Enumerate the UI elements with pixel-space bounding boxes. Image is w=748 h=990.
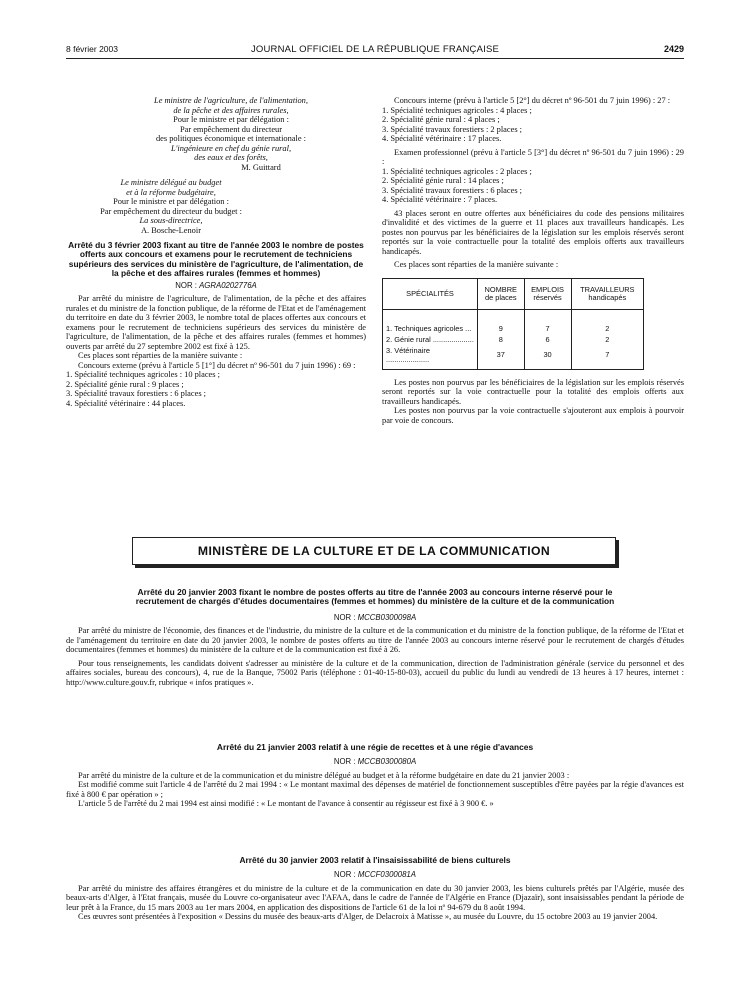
nor-value: MCCB0300080A — [357, 757, 417, 767]
body-paragraph: Ces places sont réparties de la manière suivante : — [394, 260, 559, 269]
list-item: 2. Spécialité génie rural : 14 places ; — [382, 176, 504, 185]
table-cell: 7 — [524, 309, 571, 335]
signature-line: Le ministre délégué au budget — [120, 178, 222, 187]
table-cell: 6 — [524, 335, 571, 346]
signatory-name — [96, 163, 366, 173]
body-paragraph: Concours externe (prévu à l'article 5 [1°] du décret nº 96-501 du 7 juin 1996) : 69 : — [78, 360, 356, 370]
table-row — [383, 335, 644, 346]
header-sublabel: handicapés — [588, 292, 627, 302]
signature-line: des eaux et des forêts, — [194, 153, 268, 162]
table-cell: 8 — [478, 335, 525, 346]
signatory-name: A. Bosche-Lenoir — [140, 225, 201, 235]
signature-line: de la pêche et des affaires rurales, — [173, 105, 289, 115]
table-cell: 2 — [571, 335, 643, 346]
speciality-list — [66, 370, 366, 408]
header-rule — [66, 58, 684, 59]
nor-value: MCCF0300081A — [357, 870, 416, 880]
body-paragraph: Par arrêté du ministre des affaires étrangères et du ministre de la culture et de la communication en date du 30 janvier 2003, les biens culturels prêtés par l'Algérie, musée des beaux-arts d'Alger, à l'Etat français, musée du Louvre co-organisateur avec l'AFAA, dans le cadre de l'année de l'Algérie en France (Djazaïr), sont insaisissables pendant la période de leur prêt à la France, du 15 mars 2003 au 1er mars 2004, en application des dispositions de l'article 61 de la loi nº 94-679 du 8 août 1994. — [66, 883, 684, 912]
table-cell: 30 — [524, 346, 571, 370]
list-item: 4. Spécialité vétérinaire : 7 places. — [382, 195, 498, 204]
body-paragraph: Concours interne (prévu à l'article 5 [2°] du décret nº 96-501 du 7 juin 1996) : 27 : — [394, 96, 671, 105]
list-item: 4. Spécialité vétérinaire : 44 places. — [66, 398, 186, 408]
nor-reference — [66, 613, 684, 623]
signature-block-budget — [66, 178, 276, 235]
arrete-title: Arrêté du 3 février 2003 fixant au titre de l'année 2003 le nombre de postes offerts aux concours et examens pour le recrutement de techniciens supérieurs des services du ministère de l'agriculture, de l'alimentation, de la pêche et des affaires rurales (femmes et hommes) — [68, 240, 364, 279]
body-paragraph: Par arrêté du ministre de l'agriculture, de l'alimentation, de la pêche et des affaires rurales et du ministre de la fonction publique, de la réforme de l'Etat et de l'aménagement du territoire en date du 3 février 2003, le nombre total de places offertes aux concours et examens pour le recrutement de techniciens supérieurs des services du ministère de l'agriculture, de l'alimentation, de la pêche et des affaires rurales (femmes et hommes) ouverts par arrêté du 27 septembre 2002 est fixé à 125. — [66, 294, 366, 351]
signatory-name-text: M. Guittard — [241, 162, 281, 172]
body-paragraph: Examen professionnel (prévu à l'article 5 [3°] du décret nº 96-501 du 7 juin 1996) : 29 : — [382, 147, 684, 166]
body-paragraph: Les postes non pourvus par la voie contractuelle s'ajouteront aux emplois à pourvoir par voie de concours. — [382, 406, 684, 425]
signature-line: Pour le ministre et par délégation : — [173, 115, 289, 124]
header-label: EMPLOIS — [531, 284, 564, 294]
nor-value: MCCB0300098A — [357, 612, 417, 622]
list-item: 4. Spécialité vétérinaire : 17 places. — [382, 134, 502, 143]
nor-label: NOR : — [175, 280, 197, 290]
nor-label: NOR : — [334, 870, 356, 880]
body-paragraph: Pour tous renseignements, les candidats doivent s'adresser au ministère de la culture et de la communication, direction de l'administration générale (service du personnel et des affaires sociales, bureau des concours), 4, rue de la Banque, 75002 Paris (téléphone : 01-40-15-80-03), accueil du public du lundi au vendredi de 13 heures à 17 heures, internet : http://www.culture.gouv.fr, rubrique « infos pratiques ». — [66, 658, 684, 687]
arrete-section-30-janvier — [66, 856, 684, 922]
arrete-title: Arrêté du 30 janvier 2003 relatif à l'insaisissabilité de biens culturels — [239, 855, 511, 865]
body-paragraph: Les postes non pourvus par les bénéficiaires de la législation sur les emplois réservés seront reportés sur la voie contractuelle pour la totalité des emplois offerts aux travailleurs handicapés. — [382, 377, 684, 406]
table-cell: 1. Techniques agricoles ... — [383, 309, 478, 335]
list-item: 1. Spécialité techniques agricoles : 10 places ; — [66, 370, 220, 380]
header-date: 8 février 2003 — [66, 44, 118, 54]
table-cell: 3. Vétérinaire ..................... — [383, 346, 478, 370]
arrete-section-21-janvier — [66, 743, 684, 809]
list-item: 2. Spécialité génie rural : 4 places ; — [382, 115, 500, 124]
signature-line: Par empêchement du directeur du budget : — [100, 206, 242, 216]
page-header — [66, 44, 684, 58]
table-header — [524, 278, 571, 309]
list-item: 3. Spécialité travaux forestiers : 2 places ; — [382, 124, 522, 134]
list-item: 3. Spécialité travaux forestiers : 6 places ; — [382, 185, 522, 195]
signature-line: et à la réforme budgétaire, — [126, 187, 216, 197]
arrete-title: Arrêté du 20 janvier 2003 fixant le nombre de postes offerts au titre de l'année 2003 au concours interne réservé pour le recrutement de chargés d'études documentaires (femmes et hommes) du ministère de la culture et de la communication — [135, 587, 615, 607]
speciality-list — [382, 106, 684, 144]
header-label: SPÉCIALITÉS — [406, 288, 454, 298]
table-cell: 2. Génie rural .................... — [383, 335, 478, 346]
header-label: TRAVAILLEURS — [580, 284, 635, 294]
nor-reference — [66, 281, 366, 291]
body-paragraph: Par arrêté du ministre de la culture et de la communication et du ministre délégué au budget et à la réforme budgétaire en date du 21 janvier 2003 : — [78, 770, 570, 780]
body-paragraph: 43 places seront en outre offertes aux bénéficiaires du code des pensions militaires d'invalidité et des victimes de la guerre et 11 places aux travailleurs handicapés. Les postes non pourvus par les bénéficiaires de la législation sur les emplois réservés seront reportés sur la voie contractuelle pour la totalité des emplois offerts aux travailleurs handicapés. — [382, 208, 684, 256]
signature-line: Par empêchement du directeur — [179, 124, 283, 134]
signature-block-agriculture — [66, 96, 366, 172]
nor-reference — [66, 757, 684, 767]
list-item: 1. Spécialité techniques agricoles : 4 places ; — [382, 105, 532, 115]
list-item: 2. Spécialité génie rural : 9 places ; — [66, 379, 184, 389]
table-row — [383, 346, 644, 370]
nor-label: NOR : — [333, 612, 356, 622]
nor-value: AGRA0202776A — [199, 280, 257, 290]
places-table — [382, 278, 644, 370]
signature-line: La sous-directrice, — [139, 216, 203, 225]
signature-line: Le ministre de l'agriculture, de l'alimentation, — [154, 96, 308, 105]
table-cell: 2 — [571, 309, 643, 335]
left-column — [66, 96, 366, 408]
header-journal-title: JOURNAL OFFICIEL DE LA RÉPUBLIQUE FRANÇAISE — [250, 44, 500, 55]
nor-reference — [66, 870, 684, 880]
body-paragraph: L'article 5 de l'arrêté du 2 mai 1994 est ainsi modifié : « Le montant de l'avance à consentir au régisseur est fixé à 3 900 €. » — [78, 799, 494, 809]
list-item: 3. Spécialité travaux forestiers : 6 places ; — [66, 389, 206, 399]
header-sublabel: de places — [484, 292, 517, 302]
signature-line: des politiques économique et internationale : — [155, 134, 306, 143]
table-cell: 37 — [478, 346, 525, 370]
table-row — [383, 309, 644, 335]
nor-label: NOR : — [333, 757, 356, 767]
signature-line: L'ingénieure en chef du génie rural, — [170, 143, 292, 153]
header-page-number: 2429 — [663, 44, 684, 54]
table-header — [571, 278, 643, 309]
body-paragraph: Ces places sont réparties de la manière suivante : — [78, 351, 243, 361]
signature-line: Pour le ministre et par délégation : — [113, 197, 229, 206]
ministry-heading: MINISTÈRE DE LA CULTURE ET DE LA COMMUNICATION — [132, 537, 616, 565]
arrete-title: Arrêté du 21 janvier 2003 relatif à une régie de recettes et à une régie d'avances — [216, 742, 534, 752]
table-cell: 9 — [478, 309, 525, 335]
header-label: NOMBRE — [484, 284, 517, 294]
body-paragraph: Par arrêté du ministre de l'économie, des finances et de l'industrie, du ministre de la culture et de la communication et du ministre de la fonction publique, de la réforme de l'Etat et de l'aménagement du territoire en date du 20 janvier 2003, le nombre de postes offerts au titre de l'année 2003 au concours interne réservé pour le recrutement de chargés d'études documentaires (femmes et hommes) du ministère de la culture et de la communication est fixé à 26. — [66, 626, 684, 655]
header-sublabel: réservés — [533, 292, 562, 302]
table-cell: 7 — [571, 346, 643, 370]
table-header — [478, 278, 525, 309]
arrete-section-20-janvier — [66, 588, 684, 687]
speciality-list — [382, 167, 684, 205]
table-header-row — [383, 278, 644, 309]
table-header — [383, 278, 478, 309]
right-column — [382, 96, 684, 425]
list-item: 1. Spécialité techniques agricoles : 2 places ; — [382, 166, 532, 176]
body-paragraph: Est modifié comme suit l'article 4 de l'arrêté du 2 mai 1994 : « Le montant maximal des dépenses de matériel de fonctionnement susceptibles d'être payées par la régie d'avances est fixé à 800 € par opération » ; — [66, 780, 684, 799]
body-paragraph: Ces œuvres sont présentées à l'exposition « Dessins du musée des beaux-arts d'Alger, de Delacroix à Matisse », au musée du Louvre, du 15 octobre 2003 au 19 janvier 2004. — [78, 912, 658, 922]
